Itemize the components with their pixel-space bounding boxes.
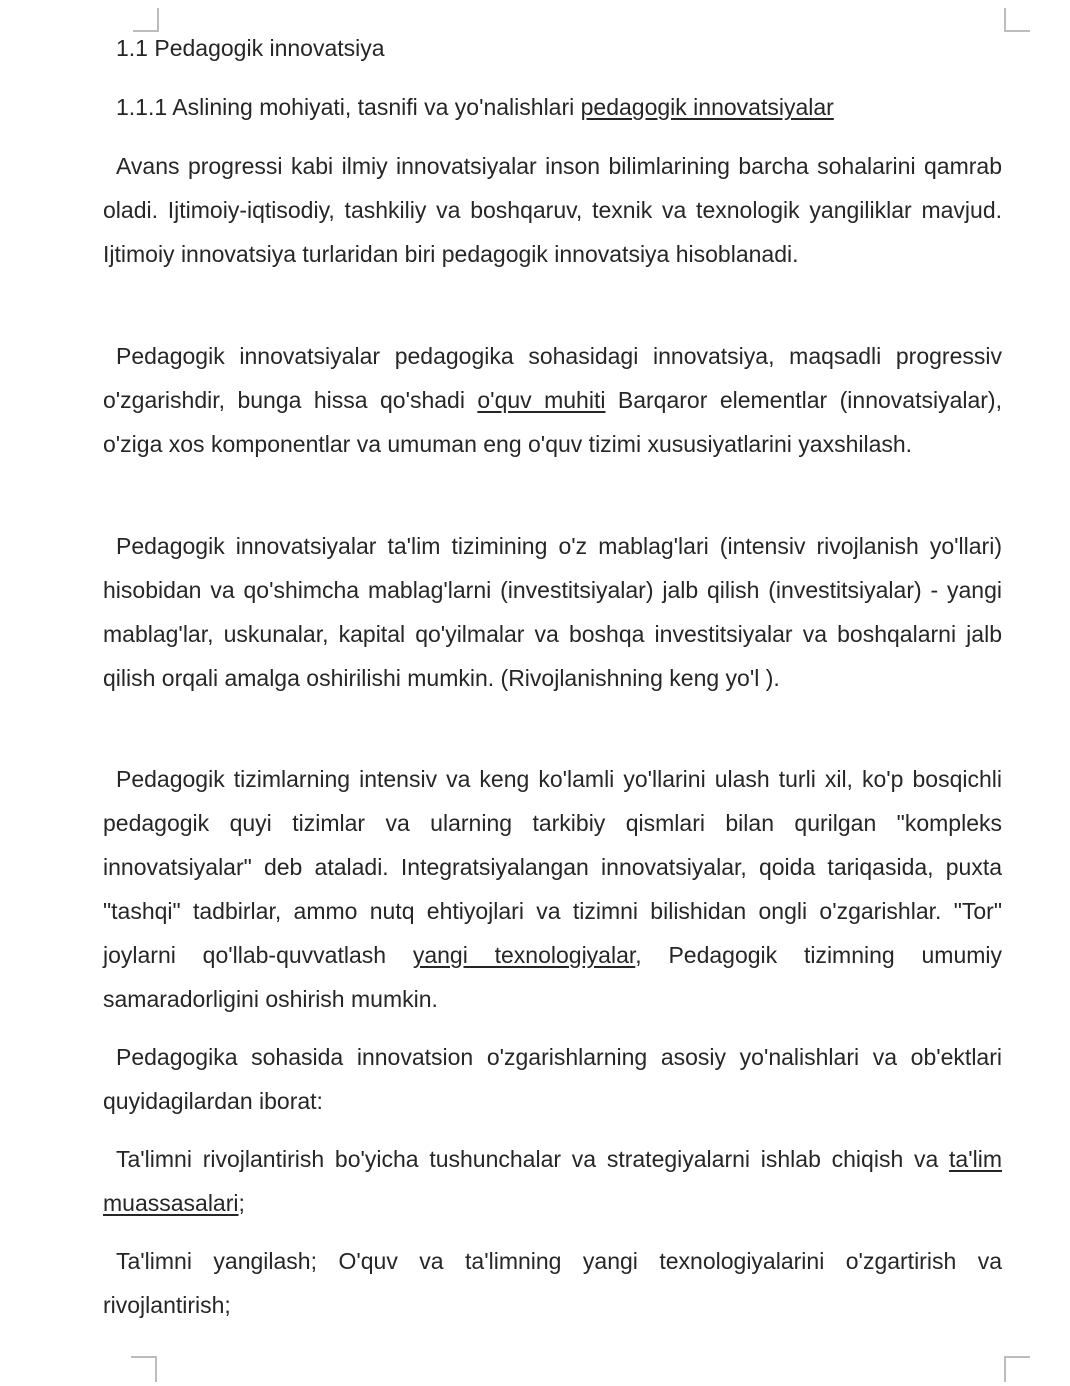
paragraph-2-text-b: Barqaror elementlar (innovatsiyalar), o'ziga xos komponentlar va umuman eng o'quv tizimi xususiyatlarini yaxshilash. bbox=[103, 387, 1002, 457]
talim-muassasalari-link[interactable]: ta'lim muassasalari bbox=[103, 1146, 1002, 1216]
yangi-texnologiyalar-link[interactable]: yangi texnologiyalar bbox=[412, 942, 636, 968]
paragraph-2-text-a: Pedagogik innovatsiyalar pedagogika sohasidagi innovatsiya, maqsadli progressiv o'zgarishdir, bunga hissa qo'shadi bbox=[103, 343, 1002, 413]
paragraph-6-text-a: Ta'limni rivojlantirish bo'yicha tushunchalar va strategiyalarni ishlab chiqish va bbox=[116, 1146, 950, 1172]
pedagogik-innovatsiyalar-link[interactable]: pedagogik innovatsiyalar bbox=[580, 94, 834, 120]
paragraph-7: Ta'limni yangilash; O'quv va ta'limning yangi texnologiyalarini o'zgartirish va rivojlantirish; bbox=[103, 1248, 1002, 1318]
paragraph-5: Pedagogika sohasida innovatsion o'zgarishlarning asosiy yo'nalishlari va ob'ektlari quyidagilardan iborat: bbox=[103, 1044, 1002, 1114]
paragraph-4-text-b: , Pedagogik tizimning umumiy samaradorligini oshirish mumkin. bbox=[103, 942, 1003, 1012]
crop-mark-bottom-left bbox=[131, 1356, 157, 1382]
paragraph-4 bbox=[103, 757, 1002, 1021]
paragraph-3: Pedagogik innovatsiyalar ta'lim tizimining o'z mablag'lari (intensiv rivojlanish yo'llari) hisobidan va qo'shimcha mablag'larni (investitsiyalar) jalb qilish (investitsiyalar) - yangi mablag'lar, uskunalar, kapital qo'yilmalar va boshqa investitsiyalar va boshqalarni jalb qilish orqali amalga oshirilishi mumkin. (Rivojlanishning keng yo'l ). bbox=[103, 533, 1002, 691]
section-heading: 1.1 Pedagogik innovatsiya bbox=[116, 35, 385, 61]
paragraph-6 bbox=[103, 1137, 1002, 1225]
paragraph-1: Avans progressi kabi ilmiy innovatsiyalar inson bilimlarining barcha sohalarini qamrab oladi. Ijtimoiy-iqtisodiy, tashkiliy va boshqaruv, texnik va texnologik yangiliklar mavjud. Ijtimoiy innovatsiya turlaridan biri pedagogik innovatsiya hisoblanadi. bbox=[103, 153, 1002, 267]
subsection-heading-text: 1.1.1 Aslining mohiyati, tasnifi va yo'nalishlari bbox=[116, 94, 581, 120]
crop-mark-top-right bbox=[1004, 8, 1030, 32]
crop-mark-bottom-right bbox=[1004, 1356, 1030, 1382]
paragraph-4-text-a: Pedagogik tizimlarning intensiv va keng ko'lamli yo'llarini ulash turli xil, ko'p bosqichli pedagogik quyi tizimlar va ularning tarkibiy qismlari bilan qurilgan "kompleks innovatsiyalar" deb ataladi. Integratsiyalangan innovatsiyalar, qoida tariqasida, puxta "tashqi" tadbirlar, ammo nutq ehtiyojlari va tizimni bilishidan ongli o'zgarishlar. "Tor" joylarni qo'llab-quvvatlash bbox=[103, 766, 1002, 968]
paragraph-6-text-b: ; bbox=[238, 1190, 245, 1216]
paragraph-2 bbox=[103, 334, 1002, 466]
crop-mark-top-left bbox=[133, 8, 159, 32]
oquv-muhiti-link[interactable]: o'quv muhiti bbox=[477, 387, 606, 413]
subsection-heading bbox=[116, 92, 834, 122]
